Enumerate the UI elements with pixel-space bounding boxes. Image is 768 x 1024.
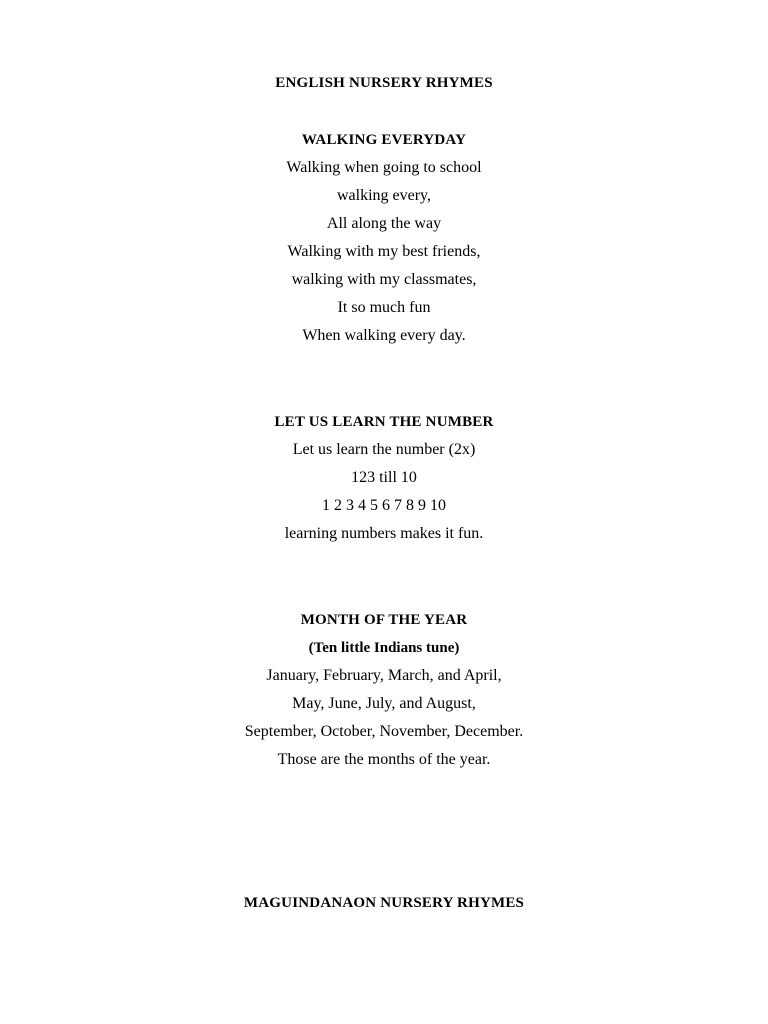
rhyme-subtitle: (Ten little Indians tune): [308, 640, 460, 656]
rhyme-line: September, October, November, December.: [244, 723, 524, 740]
rhyme-title: WALKING EVERYDAY: [301, 132, 467, 148]
rhyme-line: All along the way: [326, 215, 442, 232]
rhyme-line: learning numbers makes it fun.: [284, 525, 484, 542]
rhyme-line: Walking when going to school: [286, 159, 482, 176]
document-title: ENGLISH NURSERY RHYMES: [275, 75, 493, 91]
rhyme-line: It so much fun: [337, 299, 431, 316]
rhyme-line: walking every,: [336, 187, 432, 204]
rhyme-line: 1 2 3 4 5 6 7 8 9 10: [322, 497, 446, 514]
rhyme-let-us-learn-the-number: [0, 408, 768, 548]
rhyme-line: When walking every day.: [302, 327, 466, 344]
rhyme-title: LET US LEARN THE NUMBER: [274, 414, 494, 430]
rhyme-month-of-the-year: [0, 606, 768, 774]
second-section-title: MAGUINDANAON NURSERY RHYMES: [243, 895, 525, 911]
second-section-title-block: [0, 889, 768, 917]
rhyme-line: Walking with my best friends,: [287, 243, 481, 260]
rhyme-line: January, February, March, and April,: [266, 667, 502, 684]
rhyme-title: MONTH OF THE YEAR: [300, 612, 468, 628]
rhyme-line: May, June, July, and August,: [292, 695, 476, 712]
document-title-block: [0, 69, 768, 97]
rhyme-line: Those are the months of the year.: [277, 751, 491, 768]
rhyme-line: walking with my classmates,: [291, 271, 477, 288]
rhyme-line: Let us learn the number (2x): [292, 441, 476, 458]
rhyme-walking-everyday: [0, 126, 768, 350]
rhyme-line: 123 till 10: [351, 469, 417, 486]
